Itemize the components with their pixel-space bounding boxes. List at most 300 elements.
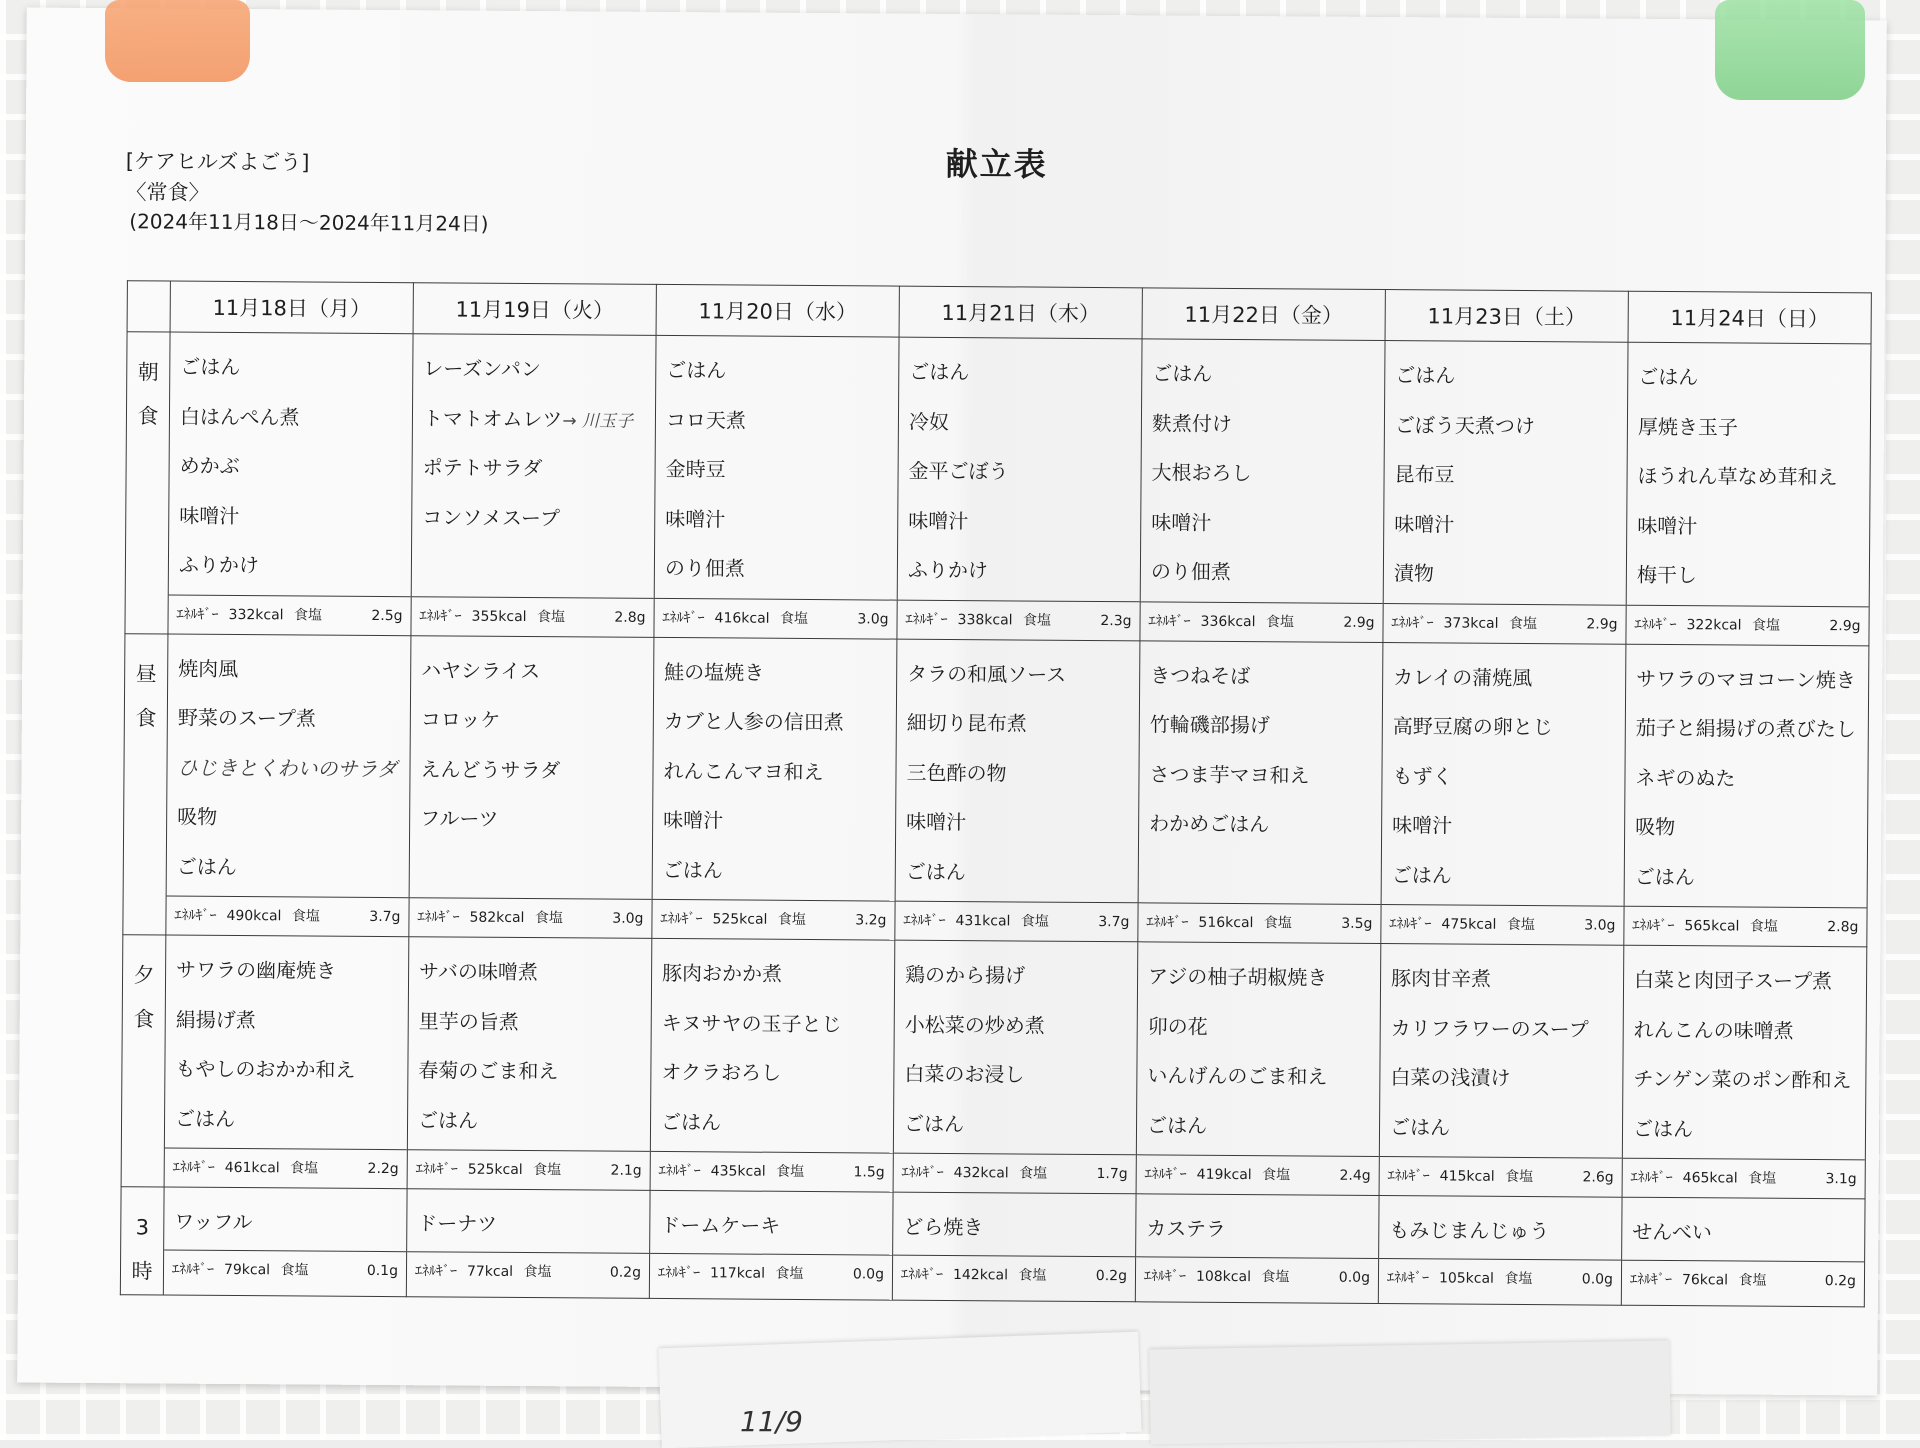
energy-label: ｴﾈﾙｷﾞｰ — [1391, 614, 1434, 631]
overlapping-paper — [1149, 1340, 1671, 1444]
dish-item — [423, 344, 645, 395]
dish-name: ハヤシライス — [421, 657, 541, 683]
dish-item — [908, 496, 1130, 547]
dish-item — [1148, 952, 1370, 1003]
dish-item — [1392, 801, 1614, 852]
meal-row — [123, 633, 1869, 947]
nutrition-line — [1383, 603, 1625, 644]
meal-label-char: 食 — [135, 705, 157, 730]
dish-name: ごはん — [1389, 1114, 1451, 1139]
energy-label: ｴﾈﾙｷﾞｰ — [176, 606, 219, 623]
dish-item — [666, 395, 888, 446]
dish-name: 漬物 — [1393, 561, 1434, 586]
energy-label: ｴﾈﾙｷﾞｰ — [172, 1159, 215, 1176]
meal-label-char: 朝 — [137, 360, 159, 385]
energy-value: 525kcal — [712, 911, 768, 928]
menu-cell — [892, 1192, 1136, 1302]
salt-value: 2.4g — [1339, 1167, 1371, 1184]
dish-item — [1394, 549, 1616, 600]
meal-label-char: 食 — [137, 404, 159, 429]
day-header: 11月22日（金） — [1142, 288, 1385, 341]
salt-value: 3.7g — [1098, 914, 1130, 931]
energy-value: 415kcal — [1439, 1168, 1495, 1185]
menu-cell — [406, 1189, 650, 1299]
handwritten-annotation: → 川玉子 — [562, 410, 634, 432]
salt-label: 食塩 — [1506, 916, 1535, 934]
energy-label: ｴﾈﾙｷﾞｰ — [419, 607, 462, 625]
dish-name: 絹揚げ煮 — [175, 1007, 256, 1032]
dish-item — [907, 699, 1129, 750]
dish-list — [407, 1189, 649, 1253]
orange-clip — [105, 0, 250, 82]
diet-type: 〈常食〉 — [125, 180, 210, 205]
dish-item — [1636, 654, 1858, 705]
dish-item — [1392, 752, 1614, 803]
meal-row — [125, 332, 1871, 646]
menu-cell — [893, 940, 1138, 1194]
dish-item — [421, 646, 643, 697]
dish-name: ポテトサラダ — [422, 455, 543, 481]
nutrition-line — [893, 1255, 1135, 1296]
dish-name: 高野豆腐の卵とじ — [1392, 714, 1553, 740]
dish-name: ごはん — [903, 1111, 965, 1136]
energy-label: ｴﾈﾙｷﾞｰ — [1144, 1166, 1187, 1183]
nutrition-line — [650, 1253, 892, 1294]
salt-label: 食塩 — [777, 911, 806, 928]
salt-label: 食塩 — [280, 1262, 309, 1279]
dish-list — [1627, 343, 1871, 606]
dish-name: カブと人参の信田煮 — [663, 708, 844, 735]
salt-label: 食塩 — [1265, 613, 1295, 630]
nutrition-line — [1136, 1256, 1378, 1297]
energy-label: ｴﾈﾙｷﾞｰ — [1629, 1271, 1673, 1289]
dish-item — [664, 697, 886, 748]
salt-label: 食塩 — [293, 606, 323, 624]
energy-label: ｴﾈﾙｷﾞｰ — [900, 1266, 944, 1283]
menu-cell — [652, 637, 897, 940]
nutrition-line — [407, 1251, 649, 1292]
dish-item — [1636, 704, 1858, 755]
dish-name: 卯の花 — [1147, 1013, 1208, 1039]
menu-cell — [1624, 644, 1869, 947]
menu-cell — [649, 1190, 893, 1300]
dish-item — [1637, 551, 1859, 602]
salt-label: 食塩 — [523, 1264, 552, 1281]
dish-name: タラの和風ソース — [907, 661, 1067, 687]
dish-item — [177, 743, 399, 794]
dish-item — [422, 542, 644, 593]
menu-cell — [409, 635, 654, 938]
nutrition-line — [654, 597, 896, 638]
dish-item — [420, 844, 642, 895]
dish-list — [1380, 944, 1623, 1158]
dish-name: ドームケーキ — [660, 1212, 781, 1238]
dish-name: ごはん — [1634, 864, 1695, 889]
dish-name: 吸物 — [1635, 814, 1676, 840]
energy-label: ｴﾈﾙｷﾞｰ — [417, 909, 460, 926]
dish-item — [1395, 401, 1617, 452]
day-header: 11月24日（日） — [1628, 291, 1871, 344]
dish-name: 味噌汁 — [179, 503, 240, 528]
dish-list — [894, 941, 1137, 1155]
dish-item — [1394, 500, 1616, 551]
meal-row — [121, 935, 1867, 1199]
menu-cell — [1378, 1195, 1622, 1305]
dish-item — [1150, 700, 1372, 751]
dish-item — [177, 793, 399, 844]
handwritten-note: 11/9 — [740, 1405, 803, 1438]
menu-cell — [1383, 341, 1628, 644]
energy-value: 432kcal — [953, 1165, 1009, 1182]
salt-value: 0.0g — [1581, 1271, 1614, 1288]
nutrition-line — [895, 901, 1137, 942]
dish-name: サワラの幽庵焼き — [176, 957, 337, 983]
dish-item — [175, 1094, 397, 1145]
dish-item — [906, 847, 1128, 898]
dish-name: 野菜のスープ煮 — [177, 705, 316, 731]
energy-value: 76kcal — [1681, 1272, 1729, 1289]
dish-item — [666, 346, 888, 397]
dish-name: ごはん — [1632, 1116, 1694, 1141]
salt-label: 食塩 — [1751, 617, 1781, 634]
dish-name: さつま芋マヨ和え — [1149, 761, 1310, 787]
dish-name: 味噌汁 — [906, 809, 967, 835]
salt-value: 1.7g — [1096, 1166, 1128, 1183]
salt-value: 2.8g — [1827, 919, 1859, 936]
dish-item — [419, 997, 641, 1048]
overlapping-paper — [658, 1332, 1141, 1448]
nutrition-line — [1380, 1156, 1622, 1197]
dish-name: 鶏のから揚げ — [905, 962, 1026, 988]
dish-item — [663, 845, 885, 896]
dish-item — [419, 947, 641, 998]
energy-label: ｴﾈﾙｷﾞｰ — [415, 1161, 458, 1178]
salt-value: 0.2g — [1824, 1273, 1857, 1290]
salt-value: 2.2g — [367, 1160, 399, 1178]
salt-label: 食塩 — [533, 1162, 562, 1179]
dish-item — [418, 1046, 640, 1097]
dish-name: ごはん — [1391, 862, 1452, 887]
energy-value: 322kcal — [1686, 616, 1742, 634]
dish-name: サワラのマヨコーン焼き — [1636, 666, 1856, 692]
salt-value: 3.7g — [369, 908, 401, 926]
dish-item — [1391, 954, 1613, 1005]
nutrition-line — [1137, 1154, 1379, 1195]
menu-table — [120, 280, 1872, 1307]
dish-name: オクラおろし — [661, 1059, 782, 1085]
dish-item — [1635, 803, 1857, 854]
dish-name: わかめごはん — [1149, 811, 1270, 837]
dish-list — [1136, 1194, 1378, 1258]
energy-value: 355kcal — [471, 608, 527, 625]
energy-label: ｴﾈﾙｷﾞｰ — [414, 1263, 458, 1280]
dish-name: 茄子と絹揚げの煮びたし — [1635, 715, 1856, 742]
dish-item — [909, 348, 1131, 399]
menu-cell — [1622, 945, 1867, 1199]
salt-value: 0.2g — [609, 1264, 642, 1281]
energy-value: 431kcal — [955, 913, 1011, 930]
salt-label: 食塩 — [290, 1160, 319, 1177]
salt-value: 3.0g — [1584, 917, 1616, 934]
menu-cell — [166, 634, 411, 937]
salt-value: 0.2g — [1095, 1268, 1128, 1285]
dish-item — [903, 1203, 1125, 1253]
nutrition-line — [409, 897, 651, 938]
day-header: 11月23日（土） — [1385, 290, 1628, 343]
salt-value: 2.3g — [1100, 612, 1132, 629]
dish-name: 味噌汁 — [1637, 513, 1698, 538]
salt-value: 2.9g — [1829, 617, 1861, 634]
menu-cell — [1135, 1194, 1379, 1304]
menu-cell — [897, 337, 1142, 640]
dish-item — [908, 447, 1130, 498]
dish-item — [420, 794, 642, 845]
dish-name: 味噌汁 — [908, 508, 969, 533]
nutrition-line — [411, 596, 653, 637]
dish-item — [1152, 349, 1374, 400]
dish-item — [177, 842, 399, 893]
nutrition-line — [1622, 1260, 1864, 1301]
energy-label: ｴﾈﾙｷﾞｰ — [658, 1162, 701, 1180]
meal-row — [120, 1187, 1865, 1307]
dish-name: 梅干し — [1636, 562, 1697, 588]
salt-label: 食塩 — [536, 608, 566, 625]
nutrition-line — [168, 594, 410, 635]
energy-value: 117kcal — [709, 1265, 766, 1282]
dish-item — [1634, 1005, 1856, 1056]
corner-cell — [127, 281, 170, 332]
dish-item — [420, 745, 642, 796]
energy-label: ｴﾈﾙｷﾞｰ — [174, 907, 217, 924]
dish-name: 冷奴 — [908, 409, 950, 434]
dish-name: トマトオムレツ — [422, 405, 563, 431]
dish-item — [1633, 1055, 1855, 1106]
energy-label: ｴﾈﾙｷﾞｰ — [1386, 1270, 1430, 1287]
dish-item — [665, 445, 887, 496]
dish-item — [1390, 1053, 1612, 1104]
dish-item — [1147, 1101, 1369, 1152]
dish-item — [418, 1096, 640, 1147]
meal-label-char: 昼 — [135, 661, 157, 686]
dish-name: もやしのおかか和え — [175, 1056, 356, 1082]
energy-value: 435kcal — [710, 1163, 766, 1180]
dish-item — [175, 1045, 397, 1096]
dish-name: コロッケ — [420, 707, 501, 732]
salt-label: 食塩 — [1262, 1167, 1291, 1184]
dish-name: カリフラワーのスープ — [1390, 1015, 1589, 1041]
dish-name: 大根おろし — [1151, 460, 1252, 486]
dish-item — [1149, 750, 1371, 801]
salt-label: 食塩 — [1018, 1267, 1047, 1284]
dish-name: 竹輪磯部揚げ — [1149, 712, 1270, 738]
menu-period: (2024年11月18日～2024年11月24日) — [129, 209, 489, 236]
energy-value: 516kcal — [1198, 914, 1254, 932]
meal-label — [120, 1187, 164, 1295]
dish-item — [906, 748, 1128, 799]
dish-item — [662, 998, 884, 1049]
energy-label: ｴﾈﾙｷﾞｰ — [1630, 1169, 1673, 1187]
dish-list — [410, 636, 654, 899]
dish-list — [167, 634, 411, 897]
facility-name: [ケアヒルズよごう] — [125, 149, 310, 175]
salt-label: 食塩 — [1022, 611, 1052, 629]
meal-label-char: 夕 — [133, 963, 155, 988]
menu-cell — [168, 332, 413, 635]
dish-list — [1379, 1196, 1621, 1260]
dish-name: ごはん — [660, 1109, 722, 1134]
dish-name: ごはん — [1152, 361, 1213, 386]
energy-value: 373kcal — [1443, 614, 1499, 632]
dish-item — [1632, 1208, 1854, 1258]
energy-value: 79kcal — [223, 1261, 271, 1279]
dish-name: せんべい — [1632, 1219, 1713, 1245]
dish-item — [178, 694, 400, 745]
dish-name: 金時豆 — [665, 456, 726, 482]
dish-list — [408, 937, 651, 1151]
dish-name: カステラ — [1146, 1216, 1227, 1241]
dish-name: ごはん — [909, 359, 970, 385]
dish-name: 白菜の浅漬け — [1390, 1065, 1511, 1090]
dish-name: カレイの蒲焼風 — [1393, 664, 1533, 690]
salt-label: 食塩 — [534, 910, 563, 927]
dish-item — [905, 1000, 1127, 1051]
energy-label: ｴﾈﾙｷﾞｰ — [171, 1261, 215, 1278]
dish-list — [165, 936, 408, 1150]
dish-item — [663, 796, 885, 847]
meal-label-char: 食 — [133, 1007, 155, 1032]
dish-name: 春菊のごま和え — [418, 1058, 559, 1084]
dish-item — [176, 995, 398, 1046]
dish-name: れんこんマヨ和え — [663, 758, 824, 784]
salt-value: 2.9g — [1586, 615, 1618, 633]
dish-item — [421, 695, 643, 746]
salt-label: 食塩 — [776, 1163, 805, 1180]
dish-name: 味噌汁 — [663, 807, 724, 833]
dish-item — [1392, 851, 1614, 902]
energy-label: ｴﾈﾙｷﾞｰ — [901, 1164, 944, 1181]
dish-item — [906, 798, 1128, 849]
dish-list — [651, 939, 894, 1153]
dish-item — [661, 1097, 883, 1148]
energy-value: 465kcal — [1682, 1170, 1738, 1187]
day-header: 11月20日（水） — [656, 284, 899, 337]
menu-cell — [895, 639, 1140, 942]
dish-item — [1638, 353, 1860, 404]
salt-value: 2.9g — [1343, 614, 1375, 631]
salt-label: 食塩 — [1749, 918, 1778, 935]
dish-item — [663, 746, 885, 797]
dish-item — [1151, 448, 1373, 499]
nutrition-line — [164, 1250, 406, 1291]
dish-item — [1393, 653, 1615, 704]
dish-item — [178, 644, 400, 695]
menu-cell — [1138, 640, 1383, 943]
green-clip — [1715, 0, 1865, 100]
salt-label: 食塩 — [1738, 1272, 1767, 1289]
dish-item — [1393, 702, 1615, 753]
day-header: 11月18日（月） — [170, 281, 413, 334]
salt-value: 0.1g — [366, 1262, 399, 1280]
dish-list — [653, 637, 897, 900]
salt-value: 3.0g — [612, 910, 644, 927]
dish-name: 味噌汁 — [1394, 511, 1455, 537]
meal-label-char: 3 — [135, 1215, 150, 1240]
salt-value: 3.5g — [1341, 915, 1373, 932]
dish-name: ごはん — [417, 1107, 479, 1133]
dish-name: 豚肉甘辛煮 — [1390, 966, 1492, 991]
salt-value: 0.0g — [1338, 1269, 1371, 1286]
dish-list — [1622, 1198, 1864, 1262]
salt-label: 食塩 — [1019, 1165, 1048, 1182]
salt-value: 3.0g — [857, 610, 889, 628]
dish-item — [665, 494, 887, 545]
dish-item — [908, 546, 1130, 597]
dish-item — [1149, 849, 1371, 900]
nutrition-line — [894, 1153, 1136, 1194]
dish-name: のり佃煮 — [1150, 559, 1231, 584]
menu-cell — [1140, 339, 1385, 642]
energy-value: 475kcal — [1441, 916, 1497, 933]
dish-item — [179, 442, 401, 493]
dish-item — [179, 491, 401, 542]
dish-item — [1391, 1004, 1613, 1055]
dish-name: キヌサヤの玉子とじ — [661, 1010, 842, 1036]
nutrition-line — [1381, 904, 1623, 945]
energy-value: 142kcal — [952, 1267, 1009, 1284]
energy-label: ｴﾈﾙｷﾞｰ — [1389, 916, 1432, 933]
dish-item — [1389, 1206, 1611, 1256]
dish-name: ごはん — [666, 357, 727, 383]
energy-value: 419kcal — [1196, 1166, 1252, 1184]
dish-item — [180, 343, 402, 394]
dish-name: いんげんのごま和え — [1147, 1063, 1328, 1089]
dish-name: ごはん — [174, 1106, 236, 1131]
menu-cell — [411, 334, 656, 637]
energy-value: 338kcal — [957, 611, 1013, 628]
dish-item — [665, 544, 887, 595]
dish-list — [1625, 644, 1869, 907]
nutrition-line — [166, 896, 408, 937]
page-title: 献立表 — [945, 144, 1048, 184]
energy-value: 332kcal — [228, 606, 284, 623]
salt-label: 食塩 — [1504, 1270, 1533, 1288]
day-header: 11月19日（火） — [413, 283, 656, 336]
day-header: 11月21日（木） — [899, 286, 1142, 339]
menu-cell — [1626, 342, 1871, 645]
dish-name: 豚肉おかか煮 — [662, 960, 783, 986]
salt-value: 0.0g — [852, 1266, 885, 1283]
dish-item — [1147, 1051, 1369, 1102]
nutrition-line — [1138, 902, 1380, 943]
nutrition-line — [652, 899, 894, 940]
nutrition-line — [1140, 601, 1382, 642]
dish-item — [423, 394, 645, 445]
dish-name: もみじまんじゅう — [1389, 1218, 1550, 1244]
nutrition-line — [897, 599, 1139, 640]
dish-item — [904, 1099, 1126, 1150]
dish-name: 白菜と肉団子スープ煮 — [1633, 967, 1833, 994]
salt-value: 1.5g — [853, 1164, 885, 1181]
meal-label — [123, 633, 168, 935]
dish-item — [1390, 1103, 1612, 1154]
dish-name: アジの柚子胡椒焼き — [1148, 964, 1328, 990]
dish-list — [1139, 641, 1383, 904]
dish-list — [896, 639, 1140, 902]
dish-item — [174, 1198, 396, 1248]
dish-list — [1141, 339, 1385, 602]
meal-label — [125, 332, 170, 634]
salt-value: 2.1g — [610, 1162, 642, 1179]
